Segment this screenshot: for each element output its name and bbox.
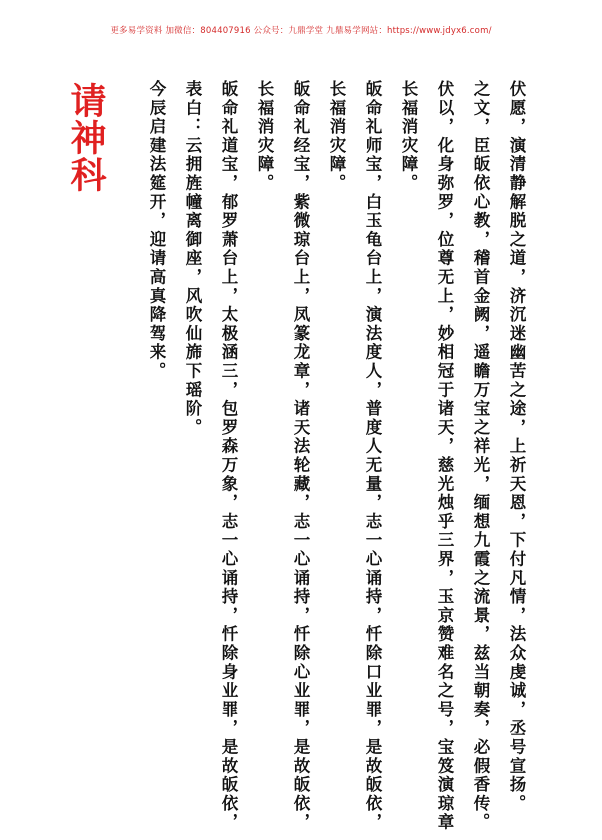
text-column: 之文，臣皈依心教，稽首金阙，遥瞻万宝之祥光，缅想九霞之流景，兹当朝奏，必假香传。 (471, 80, 490, 832)
text-column: 今辰启建法筵开，迎请高真降驾来。 (147, 80, 166, 381)
text-column: 皈命礼经宝，紫微琼台上，凤篆龙章，诸天法轮藏，志一心诵持，忏除心业罪，是故皈依， (291, 80, 310, 832)
scripture-text-body (138, 80, 534, 840)
text-column: 长福消灾障。 (255, 80, 274, 193)
text-column: 皈命礼道宝，郁罗萧台上，太极涵三，包罗森万象，志一心诵持，忏除身业罪，是故皈依， (219, 80, 238, 832)
text-column: 伏愿，演清静解脱之道，济沉迷幽苦之途，上祈天恩，下付凡情，法众虔诚，丞号宣扬。 (507, 80, 526, 814)
page-title: 请神科 (65, 82, 107, 193)
header-contact-line: 更多易学资料 加微信：804407916 公众号：九鼎学堂 九鼎易学网站：https://www.jdyx6.com/ (110, 26, 492, 36)
text-column: 表白：云拥旌幢离御座，风吹仙旆下瑶阶。 (183, 80, 202, 438)
text-column: 皈命礼师宝，白玉龟台上，演法度人，普度人无量，志一心诵持，忏除口业罪，是故皈依， (363, 80, 382, 832)
text-column: 伏以，化身弥罗，位尊无上，妙相冠于诸天，慈光烛乎三界，玉京赞难名之号，宝笈演琼章 (435, 80, 454, 832)
text-column: 长福消灾障。 (399, 80, 418, 193)
text-column: 长福消灾障。 (327, 80, 346, 193)
